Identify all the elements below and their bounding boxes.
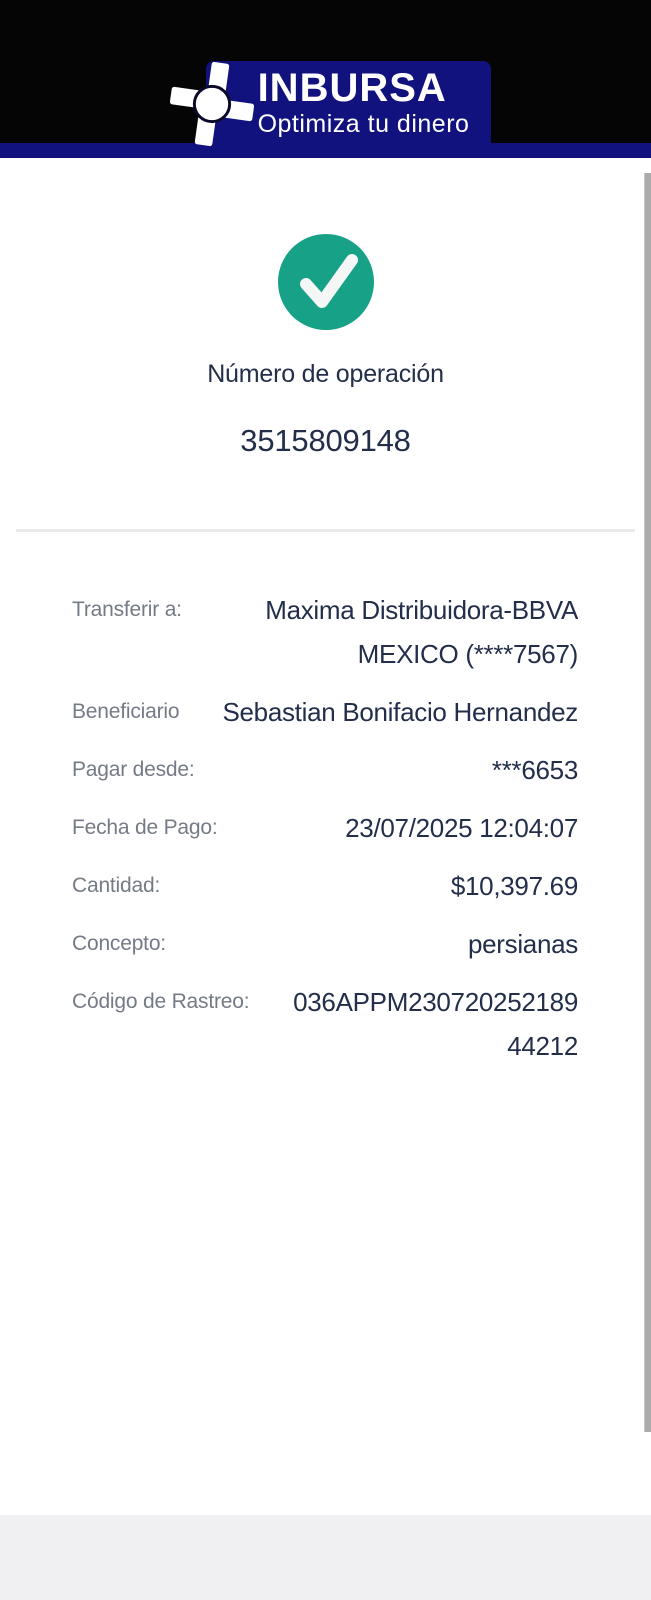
check-circle-icon [276, 228, 376, 332]
detail-row [72, 748, 578, 792]
inbursa-pinwheel-cross-icon [170, 59, 254, 149]
detail-label: Transferir a: [72, 598, 182, 621]
inbursa-logo [170, 59, 482, 149]
detail-row [72, 980, 578, 1068]
detail-label: Fecha de Pago: [72, 816, 218, 839]
detail-value-wrap [166, 922, 578, 966]
detail-row [72, 588, 578, 676]
app-header [0, 0, 651, 143]
detail-value-wrap [179, 690, 578, 734]
detail-value: Sebastian Bonifacio Hernandez [222, 697, 578, 727]
detail-value: persianas [467, 929, 578, 959]
detail-value-wrap [249, 980, 578, 1068]
logo-text [254, 66, 482, 143]
detail-label: Pagar desde: [72, 758, 195, 781]
detail-value: ***6653 [491, 755, 578, 785]
detail-row [72, 922, 578, 966]
detail-value-wrap [195, 748, 578, 792]
detail-value: 036APPM23072025218944212 [293, 987, 578, 1061]
brand-tagline: Optimiza tu dinero [257, 109, 470, 138]
operation-number: 3515809148 [240, 423, 411, 458]
detail-label: Concepto: [72, 932, 166, 955]
detail-value: Maxima Distribuidora-BBVA MEXICO (****7567) [265, 595, 578, 669]
detail-row [72, 864, 578, 908]
detail-label: Beneficiario [72, 700, 180, 723]
detail-label: Código de Rastreo: [72, 990, 250, 1013]
detail-value: 23/07/2025 12:04:07 [345, 813, 578, 843]
detail-value-wrap [160, 864, 578, 908]
detail-value: $10,397.69 [450, 871, 578, 901]
brand-name: INBURSA [257, 65, 447, 110]
section-divider [16, 529, 635, 532]
detail-value-wrap [182, 588, 578, 676]
detail-row [72, 690, 578, 734]
detail-value-wrap [217, 806, 578, 850]
vertical-scrollbar[interactable] [644, 173, 651, 1432]
confirmation-content [0, 158, 651, 1515]
transfer-details-list [0, 588, 651, 1082]
footer-area [0, 1515, 651, 1600]
detail-label: Cantidad: [72, 874, 161, 897]
operation-title: Número de operación [207, 360, 444, 388]
detail-row [72, 806, 578, 850]
